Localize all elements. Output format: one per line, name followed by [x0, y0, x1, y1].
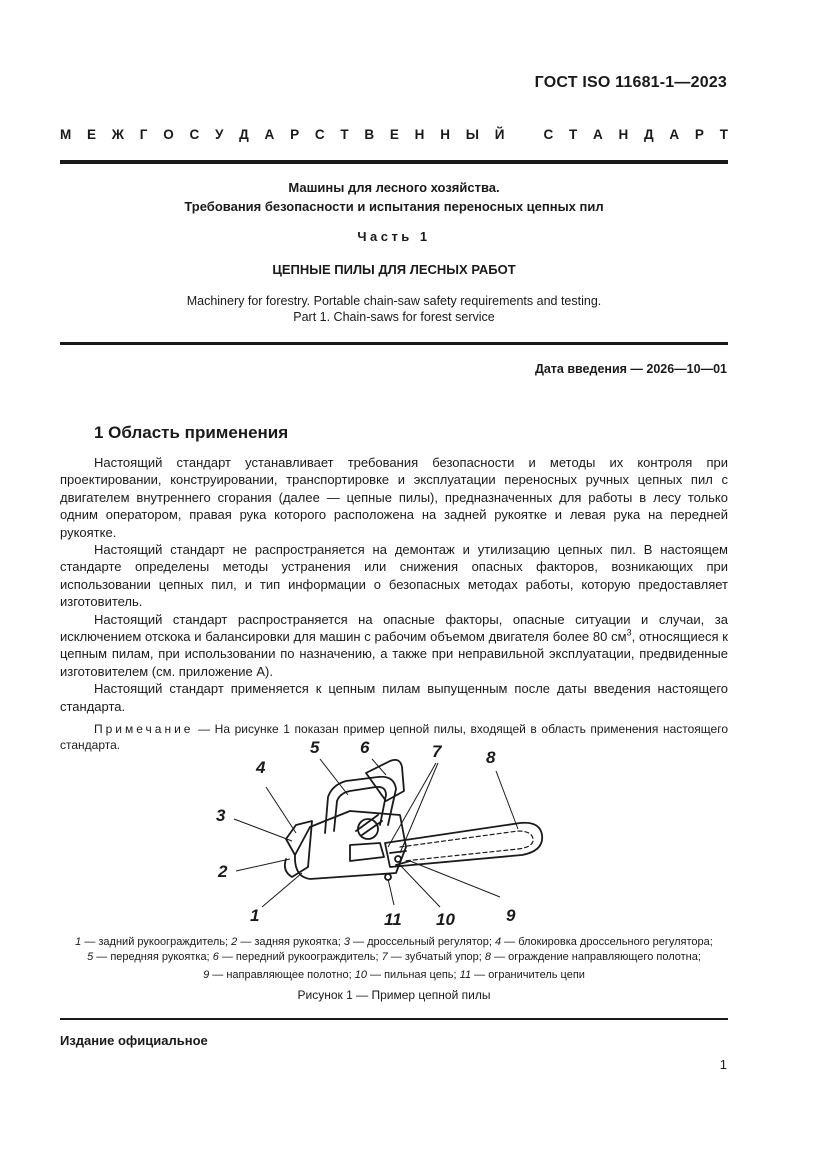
heading-letter: Ы: [465, 127, 479, 142]
heading-gap: [520, 127, 528, 142]
heading-letter: Г: [139, 127, 148, 142]
callout-10: 10: [436, 910, 455, 929]
heading-letter: Й: [494, 127, 505, 142]
callout-1: 1: [250, 906, 260, 925]
leader-10: [400, 865, 440, 907]
heading-letter: Д: [239, 127, 249, 142]
heading-letter: А: [264, 127, 275, 142]
title-line-1: Машины для лесного хозяйства.: [288, 180, 500, 195]
introduction-date: Дата введения — 2026—10—01: [534, 362, 727, 376]
callout-4: 4: [256, 758, 266, 777]
heading-letter: У: [214, 127, 224, 142]
callout-7: 7: [432, 742, 442, 761]
leader-3: [234, 819, 292, 841]
heading-letter: Н: [440, 127, 450, 142]
section-body: [60, 454, 728, 753]
interstate-standard-heading: [60, 127, 728, 142]
document-title: [60, 178, 728, 216]
page-number: 1: [719, 1057, 727, 1072]
heading-letter: А: [669, 127, 680, 142]
legend-line-2: 5 — передняя рукоятка; 6 — передний рукоограждитель; 7 — зубчатый упор; 8 — ограждение направляющего полотна;: [87, 951, 701, 963]
leader-11: [388, 879, 394, 905]
section-heading: 1 Область применения: [94, 423, 289, 442]
callout-2: 2: [218, 862, 228, 881]
paragraph-2: Настоящий стандарт не распространяется на демонтаж и утилизацию цепных пил. В настоящем стандарте определены методы устранения или снижения опасных факторов, возникающих при использовании цепных пил, и тип информации о безопасных методах работы, которую предоставляет изготовитель.: [60, 542, 728, 610]
part-label: Часть 1: [357, 229, 431, 244]
figure-legend: [60, 935, 728, 983]
leader-7b: [400, 763, 438, 853]
heading-letter: Е: [87, 127, 97, 142]
figure-title: Рисунок 1 — Пример цепной пилы: [297, 988, 491, 1002]
leader-1: [262, 873, 302, 907]
heading-letter: Т: [340, 127, 349, 142]
heading-letter: Д: [644, 127, 654, 142]
chainsaw-figure: [200, 735, 560, 935]
leader-6: [372, 759, 386, 775]
leader-4: [266, 787, 296, 833]
heading-letter: Т: [719, 127, 728, 142]
paragraph-4: Настоящий стандарт применяется к цепным пилам выпущенным после даты введения настоящего стандарта.: [60, 681, 728, 714]
leader-9: [410, 861, 500, 897]
heading-letter: А: [592, 127, 603, 142]
paragraph-1: Настоящий стандарт устанавливает требования безопасности и методы их контроля при проектировании, конструировании, транспортировке и эксплуатации переносных ручных цепных пил с двигателем внутреннего сгорания (далее — цепные пилы), предназначенных для работы в лесу только одним оператором, правая рука которого расположена на задней рукоятке и левая рука на передней рукоятке.: [60, 455, 728, 540]
callout-8: 8: [486, 748, 496, 767]
heading-letter: С: [314, 127, 325, 142]
leader-7a: [388, 763, 436, 847]
heading-letter: С: [189, 127, 200, 142]
english-title-line-2: Part 1. Chain-saws for forest service: [293, 310, 495, 324]
heading-letter: Н: [618, 127, 629, 142]
heading-letter: О: [163, 127, 174, 142]
heading-letter: С: [543, 127, 554, 142]
heading-letter: В: [364, 127, 375, 142]
paragraph-3: Настоящий стандарт распространяется на опасные факторы, опасные ситуации и случаи, за исключением отскока и балансировки для машин с рабочим объемом двигателя более 80 $см^3$, относящиеся к цепным пилам, при использовании по назначению, а также при неправильной эксплуатации, предвиденные изготовителем (см. приложение А).: [60, 611, 728, 679]
heading-letter: М: [60, 127, 72, 142]
english-title: [60, 293, 728, 325]
heading-letter: Р: [290, 127, 300, 142]
legend-line-3: 9 — направляющее полотно; 10 — пильная цепь; 11 — ограничитель цепи: [203, 969, 585, 981]
callout-6: 6: [360, 738, 370, 757]
header-divider: [60, 160, 728, 164]
note-text: — На рисунке 1 показан пример цепной пилы, входящей в область применения настоящего стандарта.: [60, 722, 728, 753]
heading-letter: Е: [389, 127, 399, 142]
standard-number: ГОСТ ISO 11681-1—2023: [534, 74, 727, 91]
note-label: Примечание: [94, 722, 194, 737]
footer-divider: [60, 1018, 728, 1020]
leader-5: [320, 759, 348, 795]
superscript: 3: [626, 627, 632, 638]
heading-letter: Н: [414, 127, 425, 142]
heading-letter: Т: [568, 127, 578, 142]
leader-8: [496, 771, 518, 829]
callout-5: 5: [310, 738, 320, 757]
heading-letter: Р: [694, 127, 704, 142]
legend-line-1: 1 — задний рукоограждитель; 2 — задняя рукоятка; 3 — дроссельный регулятор; 4 — блокировка дроссельного регулятора;: [75, 936, 713, 948]
leader-2: [236, 859, 290, 871]
callout-9: 9: [506, 906, 516, 925]
callout-11: 11: [384, 910, 402, 929]
edition-label: Издание официальное: [60, 1033, 208, 1048]
document-subtitle: ЦЕПНЫЕ ПИЛЫ ДЛЯ ЛЕСНЫХ РАБОТ: [272, 262, 516, 277]
callout-3: 3: [216, 806, 226, 825]
english-title-line-1: Machinery for forestry. Portable chain-saw safety requirements and testing.: [186, 294, 602, 308]
title-divider: [60, 342, 728, 345]
front-guard: [366, 760, 404, 801]
front-handle: [325, 777, 396, 833]
title-line-2: Требования безопасности и испытания переносных цепных пил: [184, 199, 604, 214]
heading-letter: Ж: [111, 127, 124, 142]
